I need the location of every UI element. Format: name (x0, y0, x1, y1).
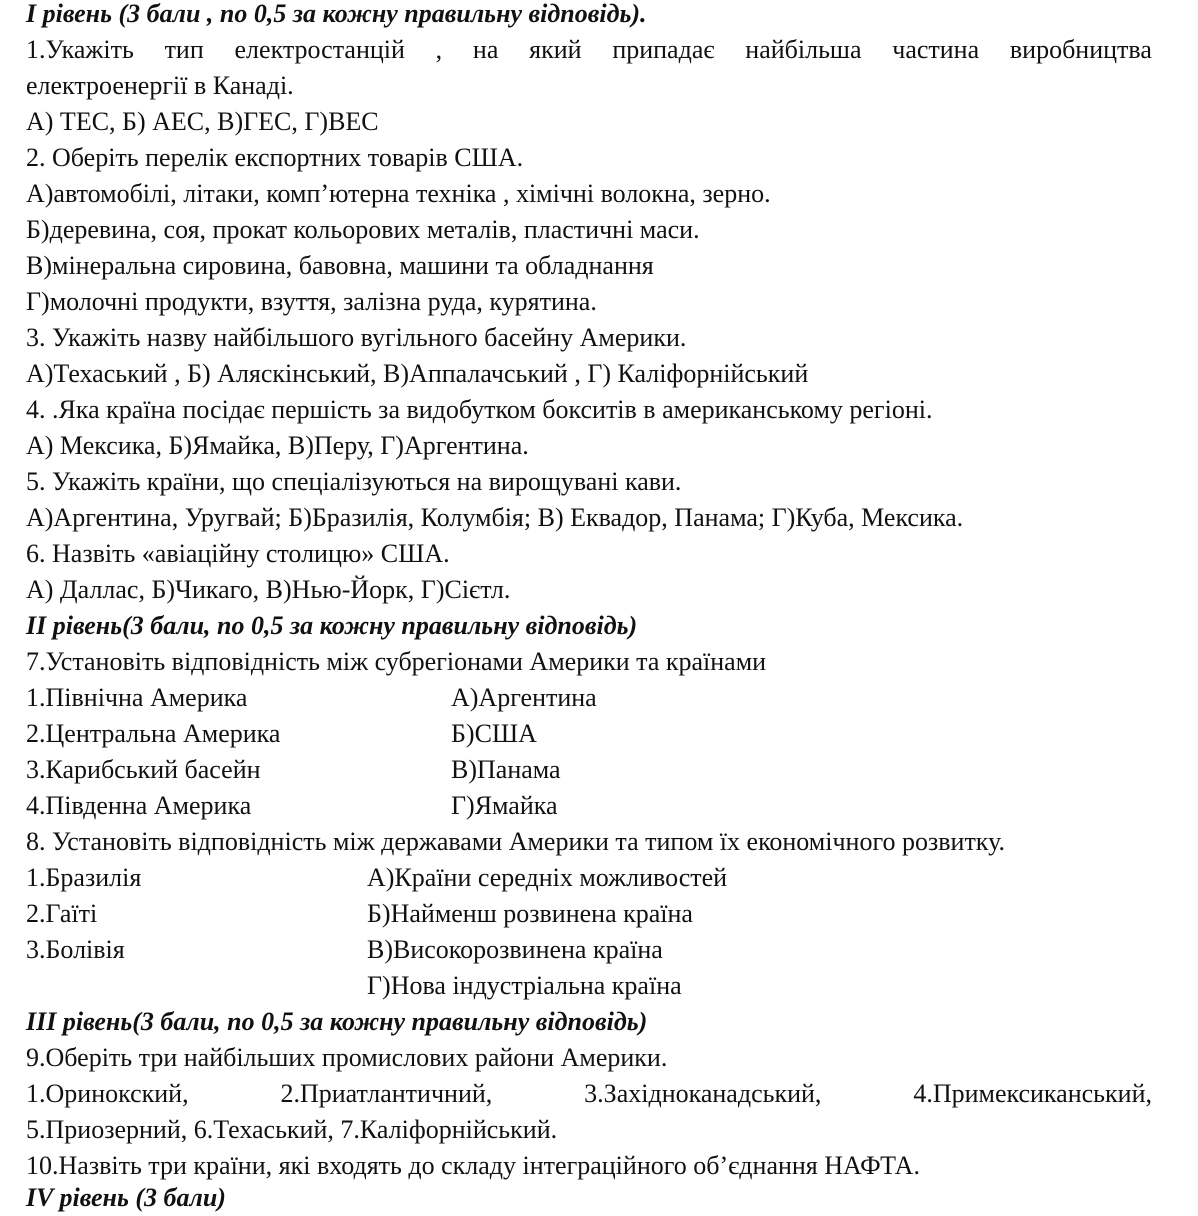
question-2: 2. Оберіть перелік експортних товарів США. (26, 143, 524, 172)
question-4-options: А) Мексика, Б)Ямайка, В)Перу, Г)Аргентина. (26, 431, 529, 460)
q8-right-item: В)Високорозвинена країна (367, 935, 663, 964)
question-5-options: А)Аргентина, Уругвай; Б)Бразилія, Колумбія; В) Еквадор, Панама; Г)Куба, Мексика. (26, 503, 964, 532)
question-9-items-line-2: 5.Приозерний, 6.Техаський, 7.Каліфорнійський. (26, 1115, 558, 1144)
question-1-line-2: електроенергії в Канаді. (26, 71, 294, 100)
q1-word: який (529, 35, 582, 64)
level4-heading: IV рівень (3 бали) (26, 1183, 226, 1212)
q9-item: 4.Примексиканський, (913, 1079, 1152, 1108)
q7-right-item: Г)Ямайка (451, 791, 558, 820)
q7-left-item: 2.Центральна Америка (26, 719, 281, 748)
question-2-option-d: Г)молочні продукти, взуття, залізна руда, курятина. (26, 287, 597, 316)
question-9: 9.Оберіть три найбільших промислових райони Америки. (26, 1043, 668, 1072)
question-2-option-c: В)мінеральна сировина, бавовна, машини та обладнання (26, 251, 654, 280)
q7-right-item: Б)США (451, 719, 537, 748)
q1-word: найбільша (745, 35, 862, 64)
question-8: 8. Установіть відповідність між державами Америки та типом їх економічного розвитку. (26, 827, 1005, 856)
q7-right-item: В)Панама (451, 755, 561, 784)
q8-left-item: 1.Бразилія (26, 863, 142, 892)
question-1-options: А) ТЕС, Б) АЕС, В)ГЕС, Г)ВЕС (26, 107, 379, 136)
q7-left-item: 4.Південна Америка (26, 791, 252, 820)
question-6: 6. Назвіть «авіаційну столицю» США. (26, 539, 450, 568)
q9-item: 2.Приатлантичний, (280, 1079, 493, 1108)
q8-right-item: А)Країни середніх можливостей (367, 863, 728, 892)
q9-item: 3.Західноканадський, (584, 1079, 822, 1108)
q7-left-item: 3.Карибський басейн (26, 755, 261, 784)
q1-word: , (435, 35, 443, 64)
q1-word: на (472, 35, 499, 64)
q1-word: виробництва (1009, 35, 1152, 64)
q9-item: 1.Оринокский, (26, 1079, 189, 1108)
question-6-options: А) Даллас, Б)Чикаго, В)Нью-Йорк, Г)Сієтл. (26, 575, 511, 604)
q1-word: 1.Укажіть (26, 35, 134, 64)
question-1-line-1 (26, 32, 1152, 68)
level2-heading: II рівень(3 бали, по 0,5 за кожну правильну відповідь) (26, 611, 638, 640)
q1-word: припадає (612, 35, 715, 64)
question-10: 10.Назвіть три країни, які входять до складу інтеграційного об’єднання НАФТА. (26, 1151, 920, 1180)
question-5: 5. Укажіть країни, що спеціалізуються на вирощувані кави. (26, 467, 682, 496)
question-9-items-line-1 (26, 1076, 1152, 1112)
question-2-option-b: Б)деревина, соя, прокат кольорових металів, пластичні маси. (26, 215, 700, 244)
question-7: 7.Установіть відповідність між субрегіонами Америки та країнами (26, 647, 767, 676)
question-3-options: А)Техаський , Б) Аляскінський, В)Аппалачський , Г) Каліфорнійський (26, 359, 809, 388)
q1-word: тип (164, 35, 204, 64)
q1-word: частина (892, 35, 980, 64)
q8-left-item: 3.Болівія (26, 935, 125, 964)
q1-word: електростанцій (234, 35, 405, 64)
q8-left-item: 2.Гаїті (26, 899, 98, 928)
question-3: 3. Укажіть назву найбільшого вугільного басейну Америки. (26, 323, 687, 352)
level1-heading: I рівень (3 бали , по 0,5 за кожну правильну відповідь). (26, 0, 647, 28)
question-4: 4. .Яка країна посідає першість за видобутком бокситів в американському регіоні. (26, 395, 933, 424)
q7-left-item: 1.Північна Америка (26, 683, 248, 712)
q8-right-item: Г)Нова індустріальна країна (367, 971, 682, 1000)
q8-right-item: Б)Найменш розвинена країна (367, 899, 693, 928)
question-2-option-a: А)автомобілі, літаки, комп’ютерна техніка , хімічні волокна, зерно. (26, 179, 771, 208)
q7-right-item: А)Аргентина (451, 683, 597, 712)
level3-heading: III рівень(3 бали, по 0,5 за кожну правильну відповідь) (26, 1007, 648, 1036)
